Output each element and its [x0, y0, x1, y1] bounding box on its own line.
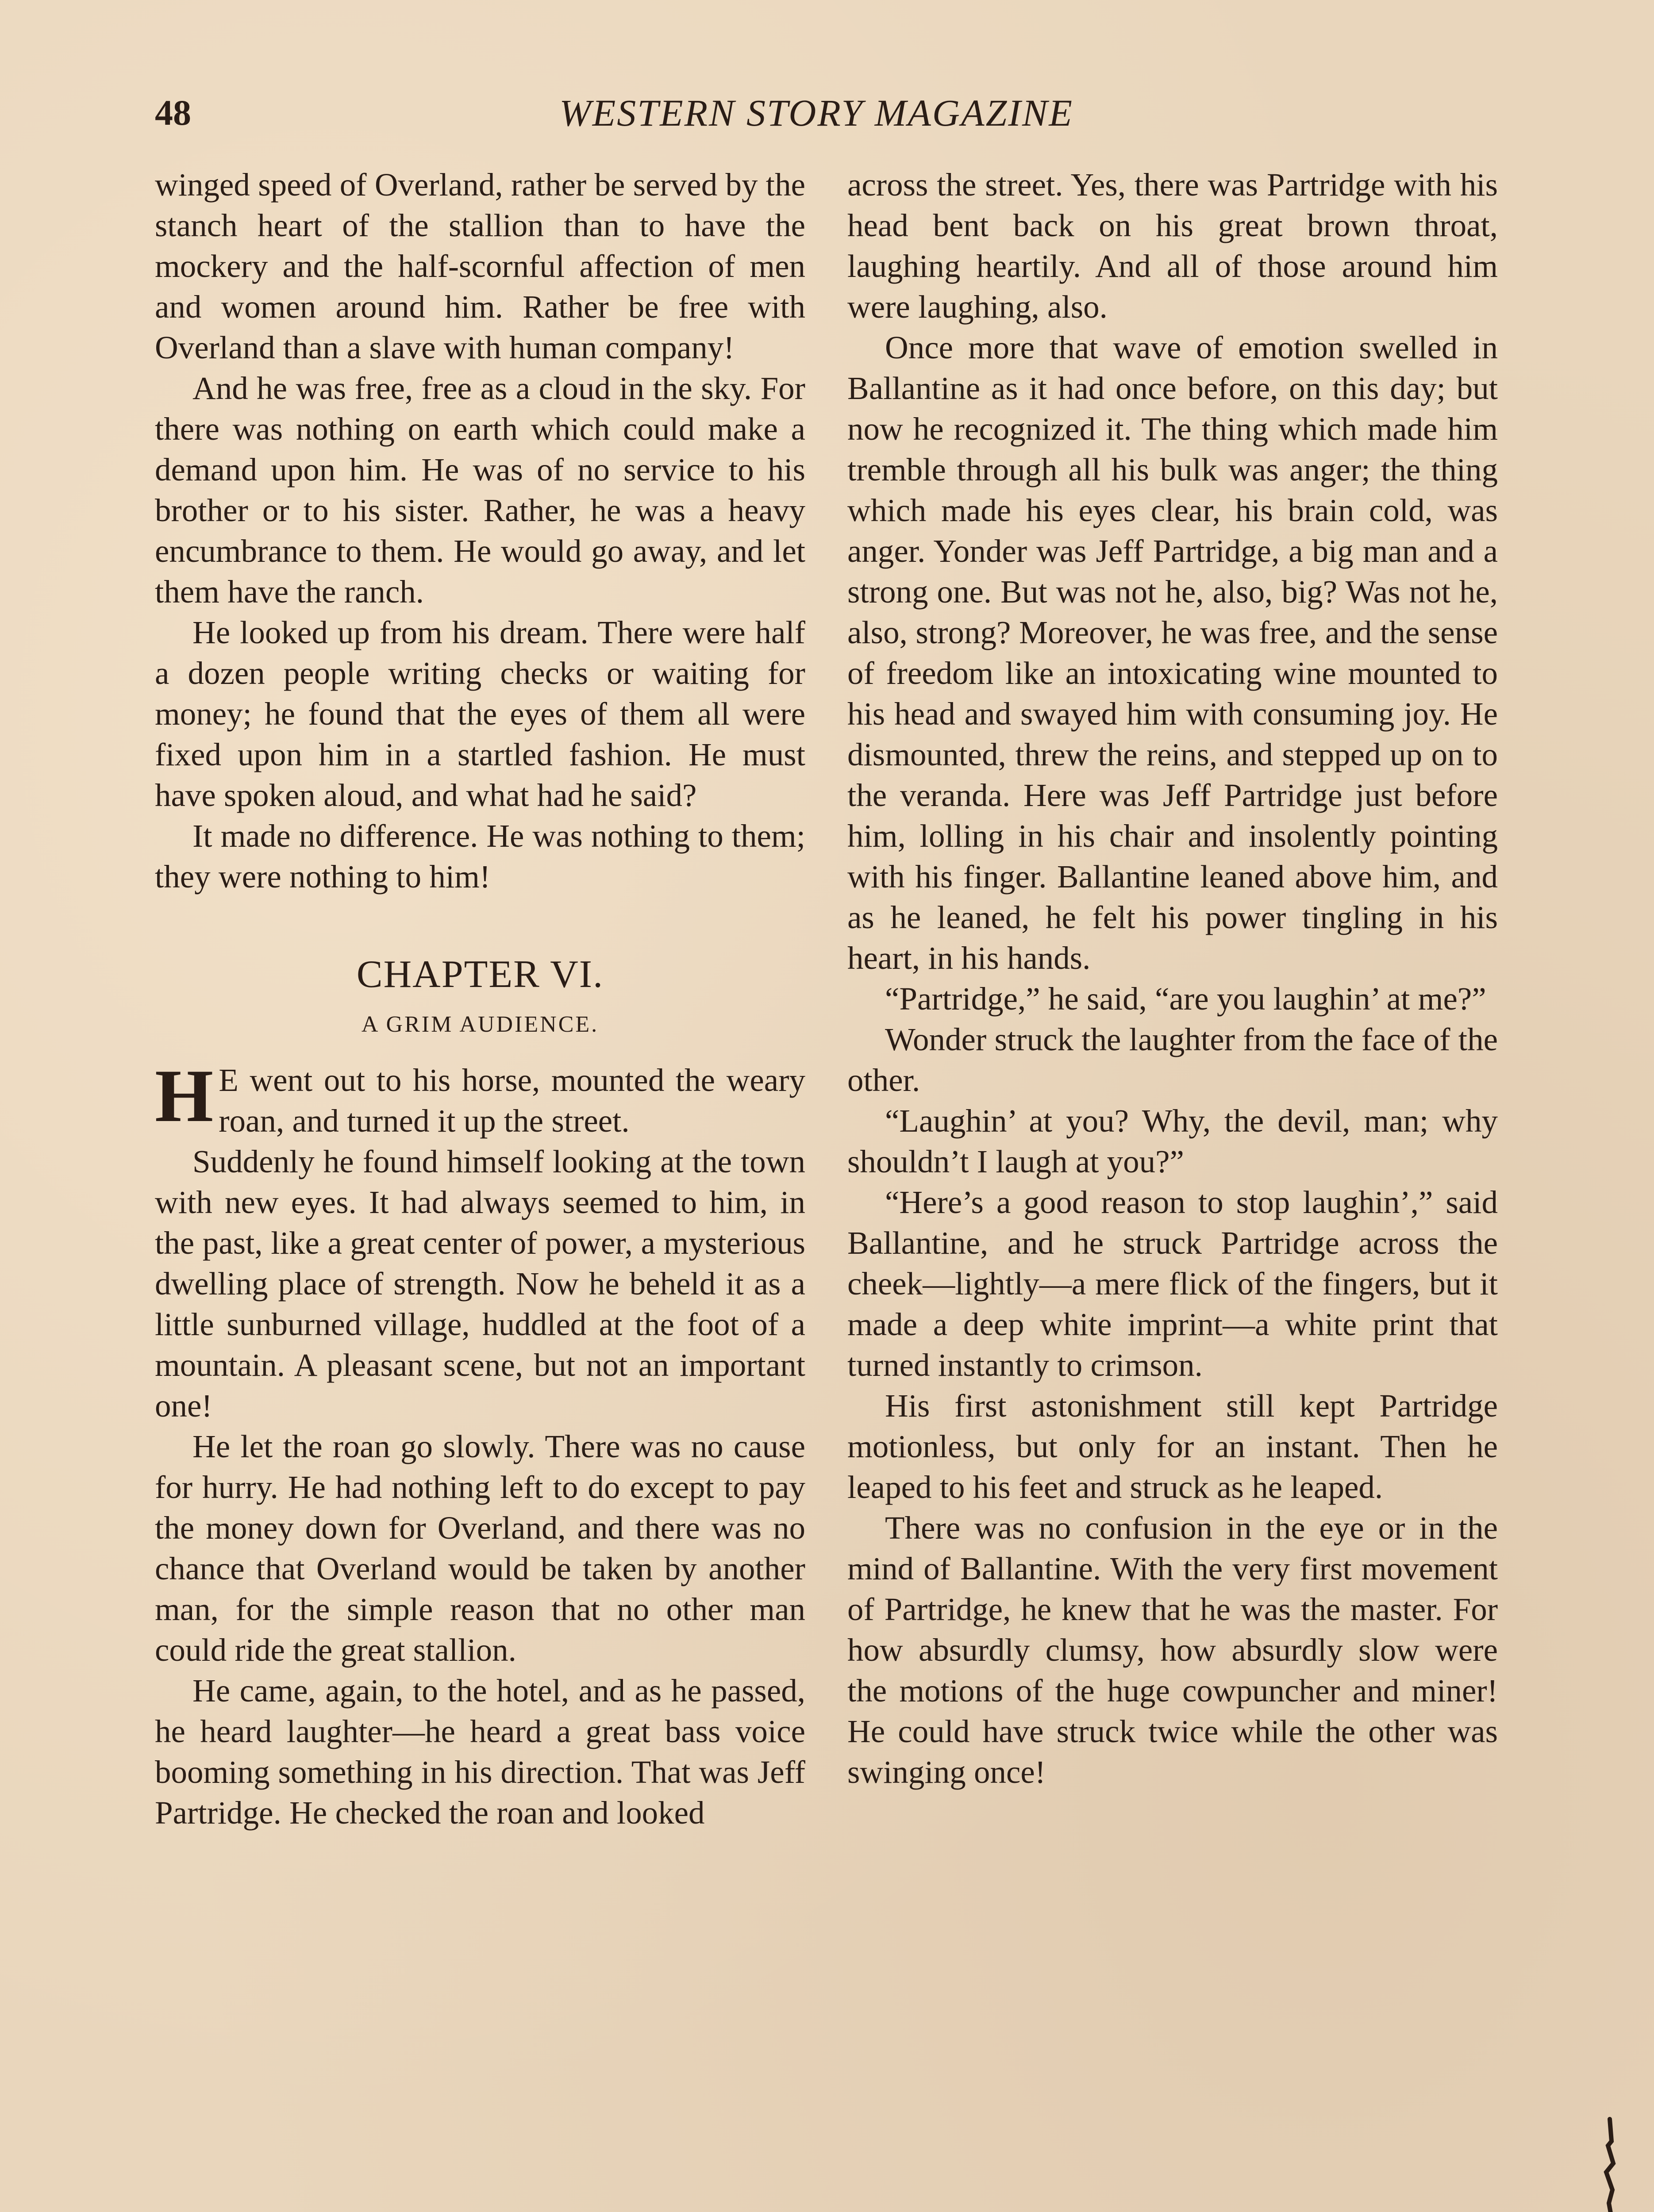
paragraph: Suddenly he found himself looking at the town with new eyes. It had always seemed to him, in the past, like a great center of power, a mysterious dwelling place of strength. Now he beheld it as a little sunburned village, huddled at the foot of a mountain. A pleasant scene, but not an important one! [155, 1144, 805, 1424]
chapter-heading: CHAPTER VI. [356, 953, 604, 996]
chapter-subtitle: A GRIM AUDIENCE. [361, 1012, 599, 1037]
drop-cap: H [155, 1054, 214, 1137]
page-number: 48 [155, 92, 191, 133]
paragraph: “Partridge,” he said, “are you laughin’ at me?” [885, 981, 1486, 1017]
paragraph: His first astonishment still kept Partridge motionless, but only for an instant. Then he leaped to his feet and struck as he leaped. [847, 1388, 1498, 1505]
paragraph: He looked up from his dream. There were half a dozen people writing checks or waiting for money; he found that the eyes of them all were fixed upon him in a startled fashion. He must have spoken aloud, and what had he said? [155, 614, 805, 813]
paragraph: “Laughin’ at you? Why, the devil, man; why shouldn’t I laugh at you?” [847, 1103, 1498, 1179]
paragraph: It made no difference. He was nothing to them; they were nothing to him! [155, 818, 805, 895]
page-header [155, 82, 1478, 144]
ink-smudge [1596, 2115, 1623, 2212]
paragraph: “Here’s a good reason to stop laughin’,” said Ballantine, and he struck Partridge across the cheek—lightly—a mere flick of the fingers, but it made a deep white imprint—a white print that turned instantly to crimson. [847, 1184, 1498, 1383]
paragraph: Once more that wave of emotion swelled in Ballantine as it had once before, on this day; but now he recognized it. The thing which made him tremble through all his bulk was anger; the thing which made his eyes clear, his brain cold, was anger. Yonder was Jeff Partridge, a big man and a strong one. But was not he, also, big? Was not he, also, strong? Moreover, he was free, and the sense of freedom like an intoxicating wine mounted to his head and swayed him with consuming joy. He dismounted, threw the reins, and stepped up on to the veranda. Here was Jeff Partridge just before him, lolling in his chair and insolently pointing with his finger. Ballantine leaned above him, and as he leaned, he felt his power tingling in his heart, in his hands. [847, 330, 1498, 976]
paragraph: Wonder struck the laughter from the face of the other. [847, 1022, 1498, 1098]
paragraph: There was no confusion in the eye or in the mind of Ballantine. With the very first movement of Partridge, he knew that he was the master. For how absurdly clumsy, how absurdly slow were the motions of the huge cowpuncher and miner! He could have struck twice while the other was swinging once! [847, 1510, 1498, 1790]
paragraph: winged speed of Overland, rather be served by the stanch heart of the stallion than to have the mockery and the half-scornful affection of men and women around him. Rather be free with Overland than a slave with human company! [155, 167, 805, 365]
chapter-opening-text: E went out to his horse, mounted the weary roan, and turned it up the street. [219, 1062, 805, 1139]
left-column [155, 165, 805, 1833]
paragraph: He let the roan go slowly. There was no cause for hurry. He had nothing left to do except to pay the money down for Overland, and there was no chance that Overland would be taken by another man, for the simple reason that no other man could ride the great stallion. [155, 1429, 805, 1668]
magazine-title: WESTERN STORY MAGAZINE [559, 92, 1073, 134]
paragraph: He came, again, to the hotel, and as he passed, he heard laughter—he heard a great bass voice booming something in his direction. That was Jeff Partridge. He checked the roan and looked [155, 1673, 805, 1831]
paragraph: And he was free, free as a cloud in the sky. For there was nothing on earth which could make a demand upon him. He was of no service to his brother or to his sister. Rather, he was a heavy encumbrance to them. He would go away, and let them have the ranch. [155, 370, 805, 610]
right-column [847, 165, 1498, 1793]
paragraph: across the street. Yes, there was Partridge with his head bent back on his great brown throat, laughing heartily. And all of those around him were laughing, also. [847, 167, 1498, 325]
chapter-opening-paragraph [155, 1054, 805, 1141]
